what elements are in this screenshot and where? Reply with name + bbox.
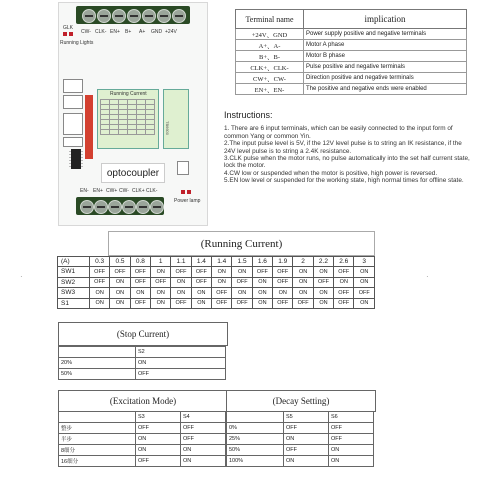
table-row — [59, 445, 226, 456]
terminal-table — [235, 9, 467, 95]
terminal-meaning: The positive and negative ends were enabled — [304, 84, 467, 95]
running-led — [69, 32, 73, 36]
table-row — [227, 445, 374, 456]
table-cell: ON — [90, 298, 110, 309]
component — [63, 113, 83, 135]
terminal-name: EN+、EN- — [236, 84, 304, 95]
table-row — [236, 29, 467, 40]
table-cell: 2 — [293, 257, 313, 267]
table-row — [227, 456, 374, 467]
decay-setting-table — [226, 411, 374, 467]
row-label-cell: 半步 — [59, 434, 136, 445]
table-cell: OFF — [136, 456, 181, 467]
table-cell: OFF — [273, 277, 293, 288]
instruction-item: 2.The input pulse level is 5V, if the 12V level pulse is to string an IK resistance, if the 24V level pulse is to string a 2.4K resistance. — [224, 140, 462, 155]
table-cell: 0.3 — [90, 257, 110, 267]
table-cell: S2 — [136, 347, 226, 358]
terminal-screw — [97, 9, 111, 23]
table-cell: OFF — [181, 423, 226, 434]
top-terminal-block — [76, 6, 190, 24]
table-cell: ON — [181, 456, 226, 467]
label-cw-minus-b: CW- — [119, 188, 129, 194]
running-lights-label: Running Lights — [60, 40, 94, 46]
table-cell: OFF — [329, 423, 374, 434]
table-cell: 1 — [151, 257, 171, 267]
terminal-meaning: Motor B phase — [304, 51, 467, 62]
table-cell: ON — [151, 288, 171, 299]
instruction-item: 4.CW low or suspended when the motor is positive, high power is reversed. — [224, 169, 438, 177]
power-led — [181, 190, 185, 194]
table-cell: OFF — [334, 267, 354, 278]
decorative-dot: · — [426, 272, 429, 281]
row-label-cell: 0% — [227, 423, 284, 434]
table-row — [227, 434, 374, 445]
table-cell: ON — [313, 288, 333, 299]
table-cell: ON — [354, 267, 375, 278]
label-clk-minus: CLK- — [95, 29, 107, 35]
table-cell — [59, 347, 136, 358]
table-cell: OFF — [354, 288, 375, 299]
table-cell: ON — [232, 288, 252, 299]
label-en-plus-b: EN+ — [93, 188, 103, 194]
table-cell: OFF — [171, 267, 191, 278]
row-label-cell — [227, 412, 284, 423]
table-cell: ON — [313, 267, 333, 278]
terminal-screw — [172, 9, 186, 23]
table-cell: OFF — [212, 298, 232, 309]
table-cell: 2.6 — [334, 257, 354, 267]
row-label-cell: 100% — [227, 456, 284, 467]
setting-table-silk — [163, 89, 189, 149]
table-cell: ON — [151, 298, 171, 309]
table-cell: 1.1 — [171, 257, 191, 267]
silk-table — [100, 99, 155, 135]
table-row — [236, 40, 467, 51]
table-header-row — [227, 412, 374, 423]
table-row — [59, 456, 226, 467]
table-cell: 1.9 — [273, 257, 293, 267]
terminal-meaning: Direction positive and negative terminals — [304, 73, 467, 84]
label-a-plus: A+ — [139, 29, 146, 35]
running-led — [63, 32, 67, 36]
table-cell: 50% — [59, 369, 136, 380]
table-cell: 1.4 — [191, 257, 211, 267]
label-clk-minus-b: CLK- — [146, 188, 158, 194]
table-cell: S6 — [329, 412, 374, 423]
label-b-plus: B+ — [125, 29, 132, 35]
table-row — [58, 267, 375, 278]
terminal-name: CLK+、CLK- — [236, 62, 304, 73]
terminal-screw — [150, 200, 164, 214]
table-cell: ON — [110, 298, 130, 309]
table-cell: OFF — [110, 267, 130, 278]
table-cell: S5 — [284, 412, 329, 423]
table-cell: ON — [232, 267, 252, 278]
label-24v: +24V — [165, 29, 177, 35]
table-row — [58, 277, 375, 288]
table-cell: 20% — [59, 358, 136, 369]
dip-switch — [85, 95, 93, 159]
table-cell: 3 — [354, 257, 375, 267]
row-label-cell: 8细分 — [59, 445, 136, 456]
table-cell: OFF — [334, 288, 354, 299]
table-cell: OFF — [232, 277, 252, 288]
table-cell: ON — [252, 298, 272, 309]
table-cell: ON — [354, 298, 375, 309]
table-cell: S3 — [136, 412, 181, 423]
instruction-item: 5.EN low level or suspended for the working state, high normal times for offline state. — [224, 177, 464, 185]
row-label-cell: SW2 — [58, 277, 90, 288]
table-cell: 1.5 — [232, 257, 252, 267]
table-row — [227, 423, 374, 434]
label-cw-plus: CW+ — [106, 188, 118, 194]
stop-current-title: (Stop Current) — [58, 322, 228, 346]
terminal-meaning: Power supply positive and negative terminals — [304, 29, 467, 40]
row-label-cell: 整步 — [59, 423, 136, 434]
table-cell: ON — [313, 298, 333, 309]
bottom-terminal-block — [76, 197, 164, 215]
table-cell: ON — [181, 445, 226, 456]
row-label-cell — [59, 412, 136, 423]
running-current-silk: Running Current — [110, 91, 147, 97]
label-en-minus: EN- — [80, 188, 89, 194]
decay-setting-title: (Decay Setting) — [226, 390, 376, 412]
terminal-screw — [82, 9, 96, 23]
table-cell: ON — [329, 456, 374, 467]
table-cell: ON — [293, 288, 313, 299]
instruction-item: 1. There are 6 input terminals, which can be easily connected to the input form of common Yang or common Yin. — [224, 125, 453, 140]
terminal-name: CW+、CW- — [236, 73, 304, 84]
table-cell: ON — [212, 277, 232, 288]
table-cell: OFF — [252, 267, 272, 278]
terminal-screw — [142, 9, 156, 23]
label-cw-minus: CW- — [81, 29, 91, 35]
table-row — [59, 434, 226, 445]
table-cell: ON — [284, 456, 329, 467]
label-clk-plus: CLK+ — [132, 188, 145, 194]
excitation-mode-title: (Excitation Mode) — [58, 390, 228, 412]
table-cell: 1.6 — [252, 257, 272, 267]
table-cell: ON — [110, 288, 130, 299]
excitation-mode-table — [58, 411, 226, 467]
table-cell: 0.5 — [110, 257, 130, 267]
terminal-name: +24V、GND — [236, 29, 304, 40]
table-cell: ON — [151, 267, 171, 278]
table-cell: ON — [293, 277, 313, 288]
terminal-meaning: Pulse positive and negative terminals — [304, 62, 467, 73]
terminal-screw — [127, 9, 141, 23]
board-model-text: TB6600 — [165, 121, 170, 136]
table-cell: OFF — [151, 277, 171, 288]
row-label-cell: SW3 — [58, 288, 90, 299]
current-table-silk — [97, 89, 159, 149]
table-cell: ON — [354, 277, 375, 288]
table-row — [236, 51, 467, 62]
instructions-title: Instructions: — [224, 110, 273, 120]
row-label-cell: 50% — [227, 445, 284, 456]
table-cell: ON — [252, 277, 272, 288]
terminal-screw — [122, 200, 136, 214]
component — [177, 161, 189, 175]
table-cell: ON — [90, 288, 110, 299]
table-cell: ON — [252, 288, 272, 299]
table-cell: 2.2 — [313, 257, 333, 267]
row-label-cell: SW1 — [58, 267, 90, 278]
terminal-screw — [112, 9, 126, 23]
table-cell: ON — [334, 277, 354, 288]
table-header-row — [59, 412, 226, 423]
table-row — [59, 358, 226, 369]
table-cell: OFF — [293, 298, 313, 309]
row-label-cell: S1 — [58, 298, 90, 309]
row-label-cell: 25% — [227, 434, 284, 445]
table-cell: ON — [171, 288, 191, 299]
row-label-cell: (A) — [58, 257, 90, 267]
table-cell: OFF — [212, 288, 232, 299]
table-cell: ON — [130, 288, 150, 299]
table-row — [59, 423, 226, 434]
label-en-plus: EN+ — [110, 29, 120, 35]
table-row — [236, 73, 467, 84]
table-cell: ON — [191, 288, 211, 299]
table-cell: OFF — [136, 423, 181, 434]
label-gnd: GND — [151, 29, 163, 35]
terminal-screw — [80, 200, 94, 214]
running-current-table — [57, 256, 375, 309]
table-cell: OFF — [171, 298, 191, 309]
table-row — [58, 298, 375, 309]
table-cell: ON — [136, 358, 226, 369]
table-cell: OFF — [90, 267, 110, 278]
component — [63, 79, 83, 93]
table-cell: ON — [191, 298, 211, 309]
table-cell: ON — [136, 445, 181, 456]
table-cell: ON — [212, 267, 232, 278]
table-header-row — [58, 257, 375, 267]
table-cell: ON — [284, 434, 329, 445]
row-label-cell: 16细分 — [59, 456, 136, 467]
terminal-screw — [108, 200, 122, 214]
table-cell: OFF — [313, 277, 333, 288]
decorative-dot: · — [20, 272, 23, 281]
table-row — [236, 62, 467, 73]
table-cell: ON — [273, 288, 293, 299]
table-cell: OFF — [191, 267, 211, 278]
table-cell: ON — [329, 445, 374, 456]
stop-current-table — [58, 346, 226, 380]
table-cell: ON — [136, 434, 181, 445]
terminal-name-header: Terminal name — [236, 10, 304, 29]
table-cell: 0.8 — [130, 257, 150, 267]
table-cell: OFF — [284, 423, 329, 434]
terminal-name: B+、B- — [236, 51, 304, 62]
table-cell: ON — [171, 277, 191, 288]
table-row — [59, 347, 226, 358]
led-label: GLK — [63, 25, 74, 31]
power-lamp-label: Power lamp — [174, 198, 201, 204]
table-cell: OFF — [130, 277, 150, 288]
terminal-name: A+、A- — [236, 40, 304, 51]
table-cell: S4 — [181, 412, 226, 423]
driver-board-image — [58, 2, 208, 226]
table-row — [58, 288, 375, 299]
instructions-section — [224, 112, 472, 185]
table-cell: OFF — [181, 434, 226, 445]
terminal-meaning: Motor A phase — [304, 40, 467, 51]
terminal-screw — [94, 200, 108, 214]
table-cell: ON — [110, 277, 130, 288]
component — [63, 137, 83, 147]
table-cell: OFF — [130, 298, 150, 309]
optocoupler-label: optocoupler — [101, 163, 165, 183]
table-cell: OFF — [284, 445, 329, 456]
table-cell: OFF — [273, 298, 293, 309]
power-led — [187, 190, 191, 194]
table-row — [236, 84, 467, 95]
table-cell: OFF — [232, 298, 252, 309]
table-cell: OFF — [136, 369, 226, 380]
ic-chip — [71, 149, 81, 169]
table-cell: ON — [293, 267, 313, 278]
table-cell: OFF — [90, 277, 110, 288]
terminal-screw — [157, 9, 171, 23]
implication-header: implication — [304, 10, 467, 29]
table-cell: 1.4 — [212, 257, 232, 267]
table-cell: OFF — [334, 298, 354, 309]
table-cell: OFF — [130, 267, 150, 278]
table-row — [59, 369, 226, 380]
running-current-title: (Running Current) — [108, 231, 375, 256]
terminal-screw — [136, 200, 150, 214]
component — [63, 95, 83, 109]
table-cell: OFF — [191, 277, 211, 288]
table-cell: OFF — [273, 267, 293, 278]
instruction-item: 3.CLK pulse when the motor runs, no pulse automatically into the set half current state, lock the motor. — [224, 155, 470, 170]
table-cell: OFF — [329, 434, 374, 445]
